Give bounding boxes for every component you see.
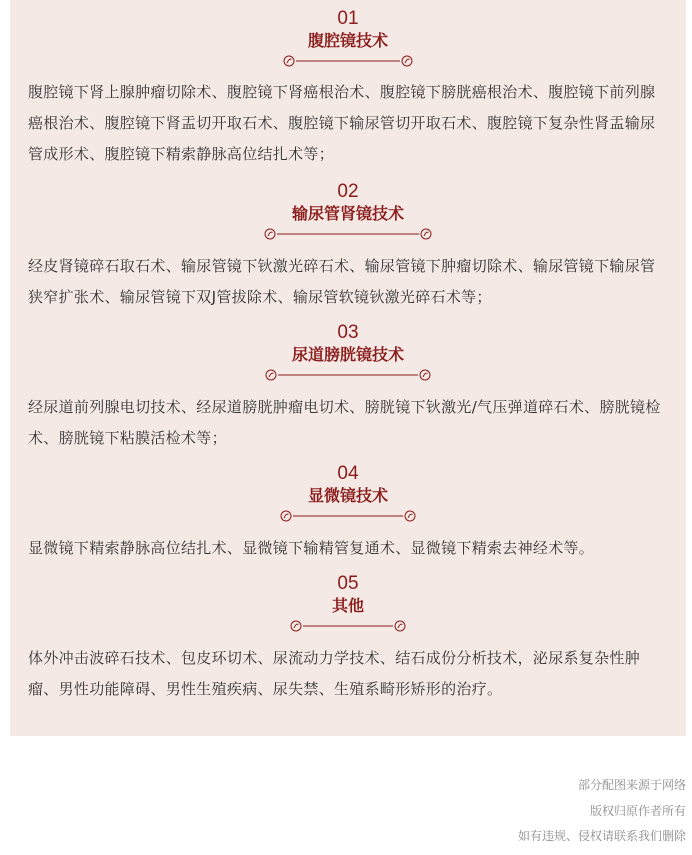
title-underline-ornament: [282, 54, 414, 68]
section-title: 显微镜技术: [307, 486, 388, 505]
section-body: 腹腔镜下肾上腺肿瘤切除术、腹腔镜下肾癌根治术、腹腔镜下膀胱癌根治术、腹腔镜下前列腺癌根治术、腹腔镜下肾盂切开取石术、腹腔镜下输尿管切开取石术、腹腔镜下复杂性肾盂输尿管成形术、腹腔镜下精索静脉高位结扎术等；: [28, 83, 656, 163]
section-header: [10, 573, 686, 633]
section-cystoscopy: [10, 322, 686, 447]
section-ureteroscopy: [10, 181, 686, 306]
section-body: 经皮肾镜碎石取石术、输尿管镜下钬激光碎石术、输尿管镜下肿瘤切除术、输尿管镜下输尿管狭窄扩张术、输尿管镜下双J管拔除术、输尿管软镜钬激光碎石术等；: [28, 257, 656, 306]
section-number: 05: [337, 573, 359, 594]
section-body: 经尿道前列腺电切技术、经尿道膀胱肿瘤电切术、膀胱镜下钬激光/气压弹道碎石术、膀胱镜检术、膀胱镜下粘膜活检术等；: [28, 398, 661, 447]
title-underline-ornament: [263, 227, 433, 241]
section-header: [10, 463, 686, 523]
section-title: 腹腔镜技术: [307, 31, 388, 50]
title-underline-ornament: [289, 619, 407, 633]
section-body: 体外冲击波碎石技术、包皮环切术、尿流动力学技术、结石成份分析技术，泌尿系复杂性肿瘤、男性功能障碍、男性生殖疾病、尿失禁、生殖系畸形矫形的治疗。: [28, 649, 641, 698]
section-number: 03: [337, 322, 359, 343]
section-other: [10, 573, 686, 698]
section-title: 尿道膀胱镜技术: [291, 345, 404, 364]
title-underline-ornament: [279, 509, 417, 523]
footer-copyright: 版权归原作者所有: [589, 804, 686, 818]
section-header: [10, 8, 686, 68]
footer-takedown-notice: 如有违规、侵权请联系我们删除: [517, 829, 686, 843]
section-title: 输尿管肾镜技术: [291, 204, 404, 223]
section-header: [10, 181, 686, 241]
title-underline-ornament: [264, 368, 432, 382]
section-number: 02: [337, 181, 359, 202]
section-body: 显微镜下精索静脉高位结扎术、显微镜下输精管复通术、显微镜下精索去神经术等。: [28, 539, 595, 557]
section-header: [10, 322, 686, 382]
content-panel: [10, 0, 686, 736]
section-laparoscopy: [10, 8, 686, 163]
section-number: 04: [337, 463, 359, 484]
section-number: 01: [337, 8, 359, 29]
footer-image-source: 部分配图来源于网络: [577, 778, 686, 792]
section-title: 其他: [331, 596, 364, 615]
section-microscopy: [10, 463, 686, 557]
